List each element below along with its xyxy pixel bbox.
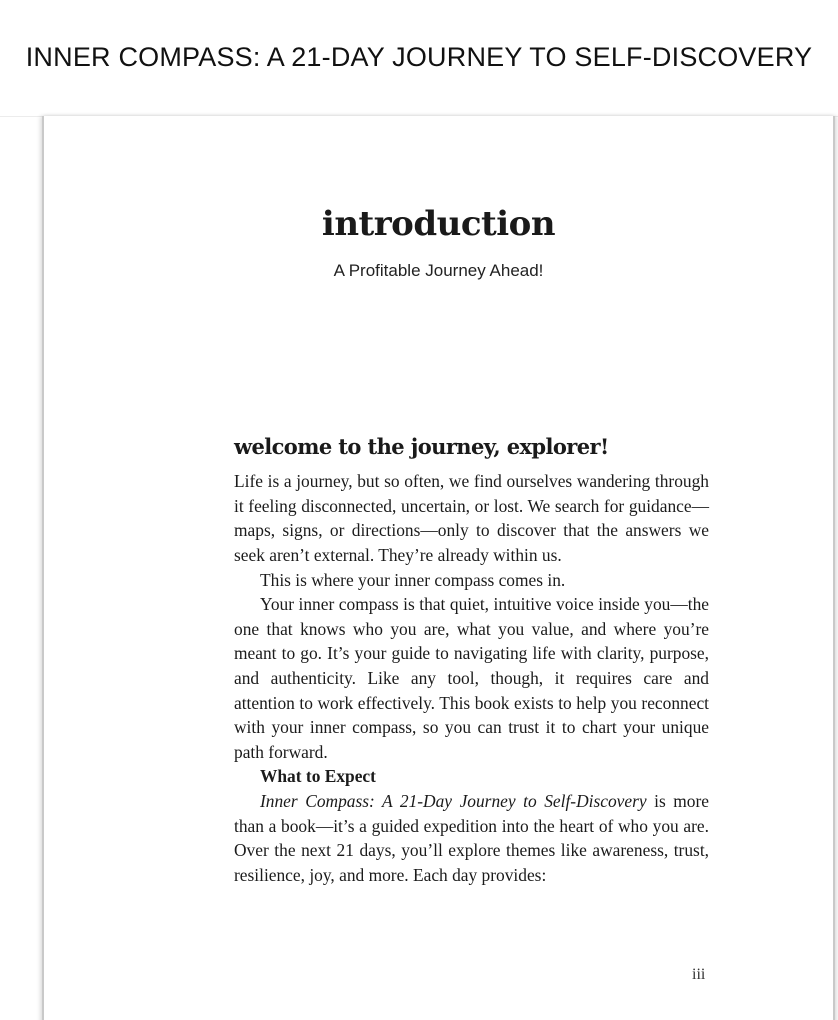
chapter-title: introduction [321,204,556,244]
book-title-reference: Inner Compass: A 21-Day Journey to Self-Discovery [260,790,647,811]
paragraph-intro: Life is a journey, but so often, we find ourselves wandering through it feeling disconnected, uncertain, or lost. We search for guidance—maps, signs, or directions—only to discover that the answers we seek aren’t external. They’re already within us. [234,471,709,565]
document-title: INNER COMPASS: A 21-DAY JOURNEY TO SELF-DISCOVERY [25,42,813,72]
section-heading: welcome to the journey, explorer! [234,434,609,459]
body-text-block [234,434,709,887]
paragraph-inner-compass-description: Your inner compass is that quiet, intuitive voice inside you—the one that knows who you are, what you value, and where you’re meant to go. It’s your guide to navigating life with clarity, purpose, and authenticity. Like any tool, though, it requires care and attention to work effectively. This book exists to help you reconnect with your inner compass, so you can trust it to chart your unique path forward. [234,594,709,762]
paragraph-inner-compass: This is where your inner compass comes in. [260,569,566,590]
subheading-what-to-expect: What to Expect [260,766,376,787]
paragraph-book-description [234,789,709,887]
document-header [0,0,838,117]
chapter-subtitle: A Profitable Journey Ahead! [333,261,544,280]
book-description-text: is more than a book—it’s a guided expedition into the heart of who you are. Over the next 21 days, you’ll explore themes like awareness, trust, resilience, joy, and more. Each day provides: [234,790,709,885]
book-page[interactable] [42,116,835,1020]
page-number: iii [692,966,706,983]
